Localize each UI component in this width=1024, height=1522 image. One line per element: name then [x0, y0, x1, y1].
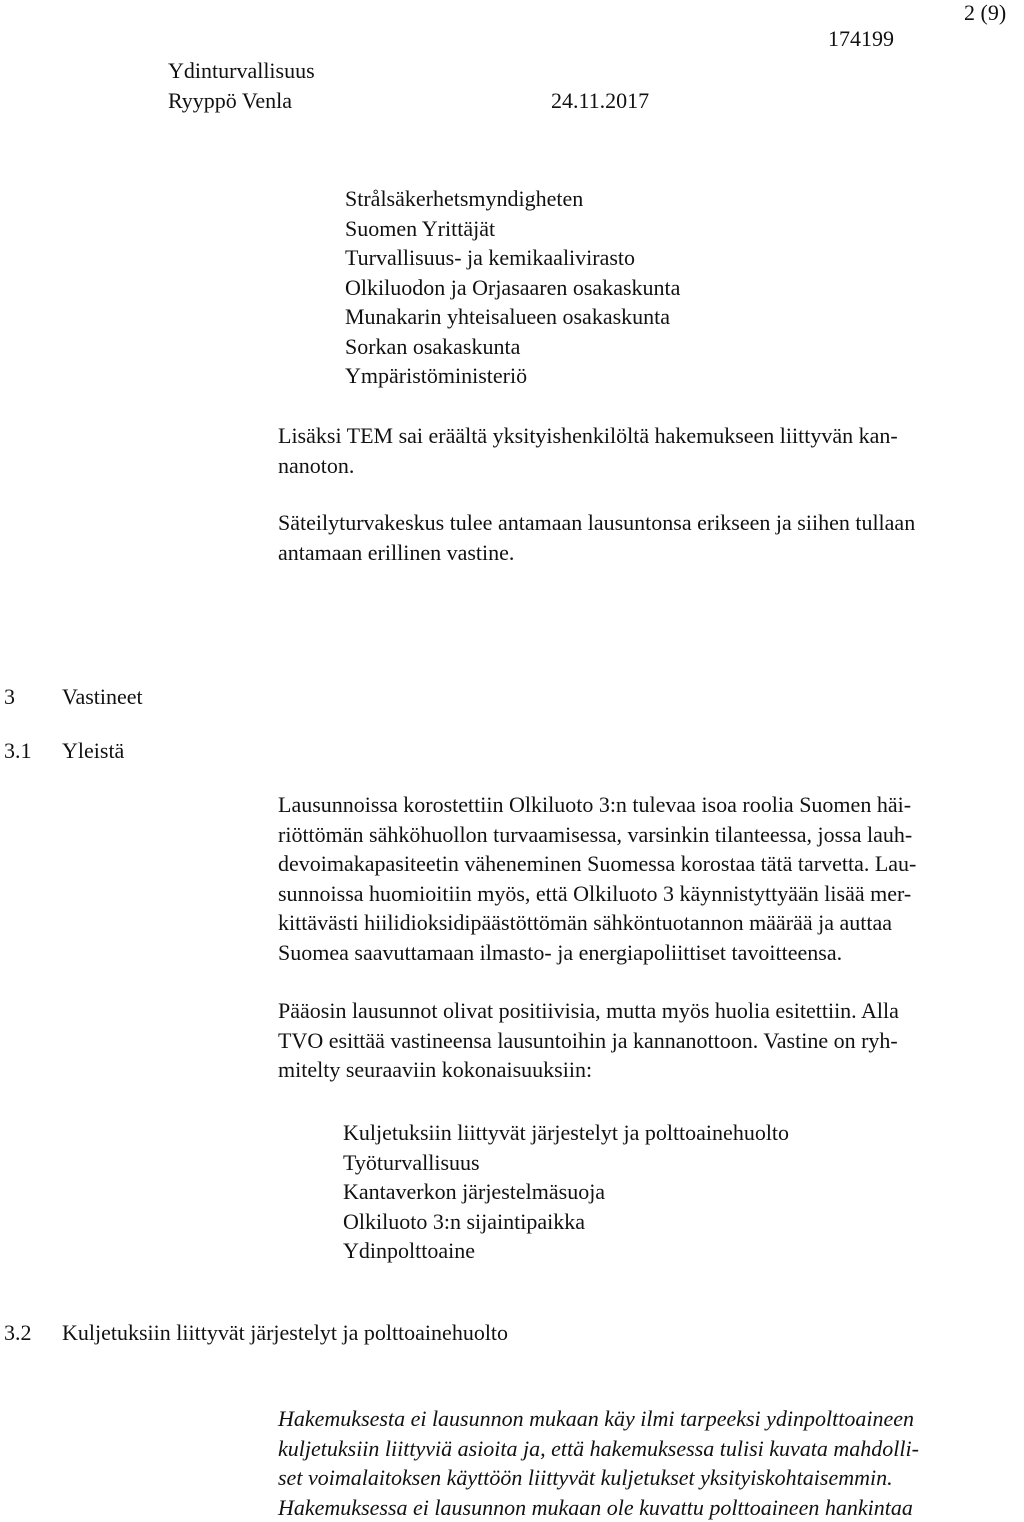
text-line: Lausunnoissa korostettiin Olkiluoto 3:n tulevaa isoa roolia Suomen häi-: [278, 790, 1018, 820]
page-number: 2 (9): [964, 0, 1006, 26]
list-item: Ympäristöministeriö: [345, 361, 680, 391]
list-item: Ydinpolttoaine: [343, 1236, 789, 1266]
text-line: Lisäksi TEM sai eräältä yksityishenkilöltä hakemukseen liittyvän kan-: [278, 421, 1004, 451]
text-line: set voimalaitoksen käyttöön liittyvät kuljetukset yksityiskohtaisemmin.: [278, 1463, 1018, 1493]
text-line: kuljetuksiin liittyviä asioita ja, että hakemuksessa tulisi kuvata mahdolli-: [278, 1434, 1018, 1464]
paragraph-hakemuksesta: [278, 1404, 1018, 1522]
text-line: sunnoissa huomioitiin myös, että Olkiluoto 3 käynnistyttyään lisää mer-: [278, 879, 1018, 909]
list-item: Työturvallisuus: [343, 1148, 789, 1178]
section-number: 3.2: [4, 1320, 32, 1346]
list-item: Kuljetuksiin liittyvät järjestelyt ja polttoainehuolto: [343, 1118, 789, 1148]
text-line: nanoton.: [278, 451, 1004, 481]
text-line: TVO esittää vastineensa lausuntoihin ja kannanottoon. Vastine on ryh-: [278, 1026, 1018, 1056]
department: Ydinturvallisuus: [168, 58, 315, 84]
text-line: mitelty seuraaviin kokonaisuuksiin:: [278, 1055, 1018, 1085]
text-line: devoimakapasiteetin väheneminen Suomessa korostaa tätä tarvetta. Lau-: [278, 849, 1018, 879]
list-item: Strålsäkerhetsmyndigheten: [345, 184, 680, 214]
document-date: 24.11.2017: [551, 88, 649, 114]
list-item: Turvallisuus- ja kemikaalivirasto: [345, 243, 680, 273]
text-line: Hakemuksesta ei lausunnon mukaan käy ilmi tarpeeksi ydinpolttoaineen: [278, 1404, 1018, 1434]
organization-list: [345, 184, 680, 391]
text-line: antamaan erillinen vastine.: [278, 538, 1018, 568]
list-item: Kantaverkon järjestelmäsuoja: [343, 1177, 789, 1207]
list-item: Olkiluodon ja Orjasaaren osakaskunta: [345, 273, 680, 303]
text-line: riöttömän sähköhuollon turvaamisessa, varsinkin tilanteessa, jossa lauh-: [278, 820, 1018, 850]
topics-list: [343, 1118, 789, 1266]
section-heading: Kuljetuksiin liittyvät järjestelyt ja polttoainehuolto: [62, 1320, 508, 1346]
text-line: Suomea saavuttamaan ilmasto- ja energiapoliittiset tavoitteensa.: [278, 938, 1018, 968]
text-line: kittävästi hiilidioksidipäästöttömän sähköntuotannon määrää ja auttaa: [278, 908, 1018, 938]
section-heading: Vastineet: [62, 684, 143, 710]
text-line: Säteilyturvakeskus tulee antamaan lausuntonsa erikseen ja siihen tullaan: [278, 508, 1018, 538]
text-line: Hakemuksessa ei lausunnon mukaan ole kuvattu polttoaineen hankintaa: [278, 1493, 1018, 1522]
paragraph-lausunnoissa: [278, 790, 1018, 967]
paragraph-paaosin: [278, 996, 1018, 1085]
list-item: Munakarin yhteisalueen osakaskunta: [345, 302, 680, 332]
list-item: Sorkan osakaskunta: [345, 332, 680, 362]
paragraph-sateilyturvakeskus: [278, 508, 1018, 567]
list-item: Suomen Yrittäjät: [345, 214, 680, 244]
section-number: 3.1: [4, 738, 32, 764]
text-line: Pääosin lausunnot olivat positiivisia, mutta myös huolia esitettiin. Alla: [278, 996, 1018, 1026]
section-number: 3: [4, 684, 15, 710]
list-item: Olkiluoto 3:n sijaintipaikka: [343, 1207, 789, 1237]
author: Ryyppö Venla: [168, 88, 292, 114]
paragraph-lisaksi: [278, 421, 1004, 480]
section-heading: Yleistä: [62, 738, 124, 764]
document-number: 174199: [828, 26, 894, 52]
